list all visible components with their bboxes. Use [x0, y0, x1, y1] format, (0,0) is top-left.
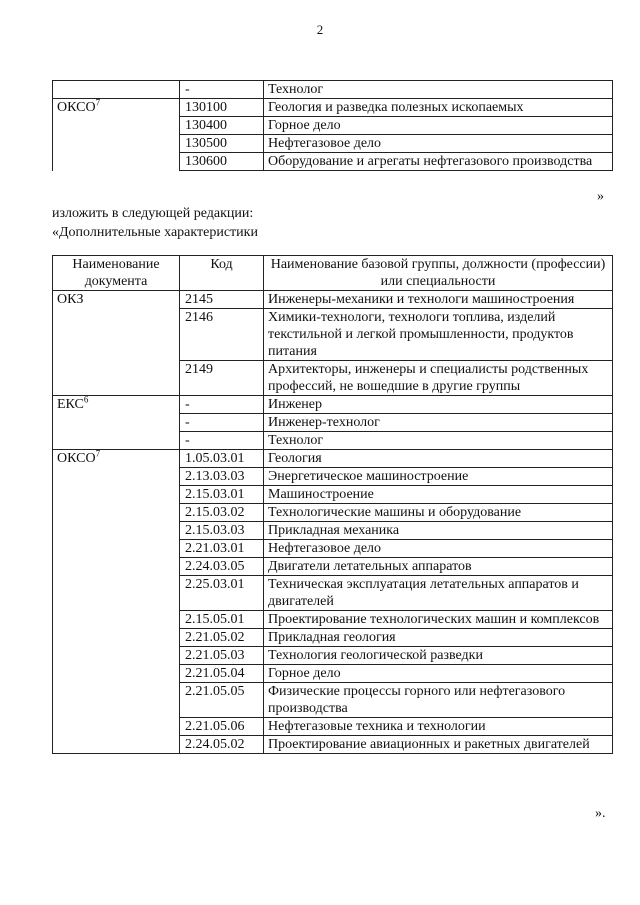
cell-name: Машиностроение: [264, 486, 613, 504]
footnote-ref: 7: [95, 448, 101, 459]
cell-name: Нефтегазовое дело: [264, 540, 613, 558]
document-name: ЕКС: [57, 397, 84, 412]
cell-code: 2.21.05.03: [180, 647, 264, 665]
cell-code: 2.15.03.01: [180, 486, 264, 504]
table-row: [53, 117, 613, 135]
cell-code: 2.21.05.04: [180, 665, 264, 683]
table-row: [53, 450, 613, 468]
footnote-ref: 6: [83, 394, 89, 405]
cell-name: Инженер: [264, 396, 613, 414]
cell-name: Нефтегазовые техника и технологии: [264, 718, 613, 736]
cell-name: Горное дело: [264, 665, 613, 683]
table-row: [53, 396, 613, 414]
cell-code: 2.13.03.03: [180, 468, 264, 486]
cell-code: -: [180, 81, 264, 99]
cell-document: [53, 450, 180, 754]
cell-document: [53, 135, 180, 153]
document-name: ОКСО: [57, 100, 96, 115]
cell-name: Технолог: [264, 81, 613, 99]
cell-code: 2.21.05.05: [180, 683, 264, 718]
cell-name: Геология и разведка полезных ископаемых: [264, 99, 613, 117]
cell-name: Проектирование технологических машин и комплексов: [264, 611, 613, 629]
cell-name: Технологические машины и оборудование: [264, 504, 613, 522]
cell-code: -: [180, 414, 264, 432]
cell-name: Энергетическое машиностроение: [264, 468, 613, 486]
cell-code: 2.25.03.01: [180, 576, 264, 611]
cell-name: Прикладная механика: [264, 522, 613, 540]
cell-document: [53, 153, 180, 171]
cell-name: Проектирование авиационных и ракетных двигателей: [264, 736, 613, 754]
footnote-ref: 7: [95, 97, 101, 108]
header-document: Наименование документа: [53, 256, 180, 291]
cell-name: Инженер-технолог: [264, 414, 613, 432]
cell-document: [53, 117, 180, 135]
cell-code: 2.21.05.06: [180, 718, 264, 736]
cell-code: 2.21.03.01: [180, 540, 264, 558]
cell-code: 2.15.03.02: [180, 504, 264, 522]
classification-table-old: [52, 80, 613, 171]
cell-name: Прикладная геология: [264, 629, 613, 647]
section-heading: «Дополнительные характеристики: [52, 225, 258, 240]
cell-name: Физические процессы горного или нефтегазового производства: [264, 683, 613, 718]
table-row: [53, 135, 613, 153]
cell-name: Технология геологической разведки: [264, 647, 613, 665]
cell-name: Геология: [264, 450, 613, 468]
cell-name: Химики-технологи, технологи топлива, изделий текстильной и легкой промышленности, продуктов питания: [264, 309, 613, 361]
header-name: Наименование базовой группы, должности (профессии) или специальности: [264, 256, 613, 291]
table-row: [53, 153, 613, 171]
cell-document: [53, 99, 180, 117]
amendment-text: изложить в следующей редакции:: [52, 206, 254, 221]
table-row: [53, 291, 613, 309]
cell-code: 2.15.03.03: [180, 522, 264, 540]
cell-code: 130400: [180, 117, 264, 135]
cell-name: Технолог: [264, 432, 613, 450]
cell-name: Горное дело: [264, 117, 613, 135]
document-name: ОКЗ: [57, 292, 84, 307]
cell-name: Инженеры-механики и технологи машиностроения: [264, 291, 613, 309]
cell-code: 2.21.05.02: [180, 629, 264, 647]
cell-name: Техническая эксплуатация летательных аппаратов и двигателей: [264, 576, 613, 611]
cell-code: -: [180, 396, 264, 414]
cell-document: [53, 291, 180, 396]
cell-code: 2.24.03.05: [180, 558, 264, 576]
cell-code: -: [180, 432, 264, 450]
cell-name: Двигатели летательных аппаратов: [264, 558, 613, 576]
closing-quote: »: [597, 189, 604, 204]
classification-table-new: [52, 255, 613, 754]
closing-quote-end: ».: [595, 806, 606, 821]
table-row: [53, 81, 613, 99]
cell-code: 2149: [180, 361, 264, 396]
document-name: ОКСО: [57, 451, 96, 466]
page-number: 2: [316, 22, 324, 37]
cell-name: Архитекторы, инженеры и специалисты родственных профессий, не вошедшие в другие группы: [264, 361, 613, 396]
cell-code: 2146: [180, 309, 264, 361]
table-row: [53, 99, 613, 117]
cell-code: 2.15.05.01: [180, 611, 264, 629]
cell-name: Нефтегазовое дело: [264, 135, 613, 153]
cell-code: 2145: [180, 291, 264, 309]
cell-document: [53, 396, 180, 450]
cell-code: 130500: [180, 135, 264, 153]
cell-code: 2.24.05.02: [180, 736, 264, 754]
cell-document: [53, 81, 180, 99]
cell-code: 1.05.03.01: [180, 450, 264, 468]
table-header-row: [53, 256, 613, 291]
cell-code: 130100: [180, 99, 264, 117]
cell-code: 130600: [180, 153, 264, 171]
header-code: Код: [180, 256, 264, 291]
cell-name: Оборудование и агрегаты нефтегазового производства: [264, 153, 613, 171]
